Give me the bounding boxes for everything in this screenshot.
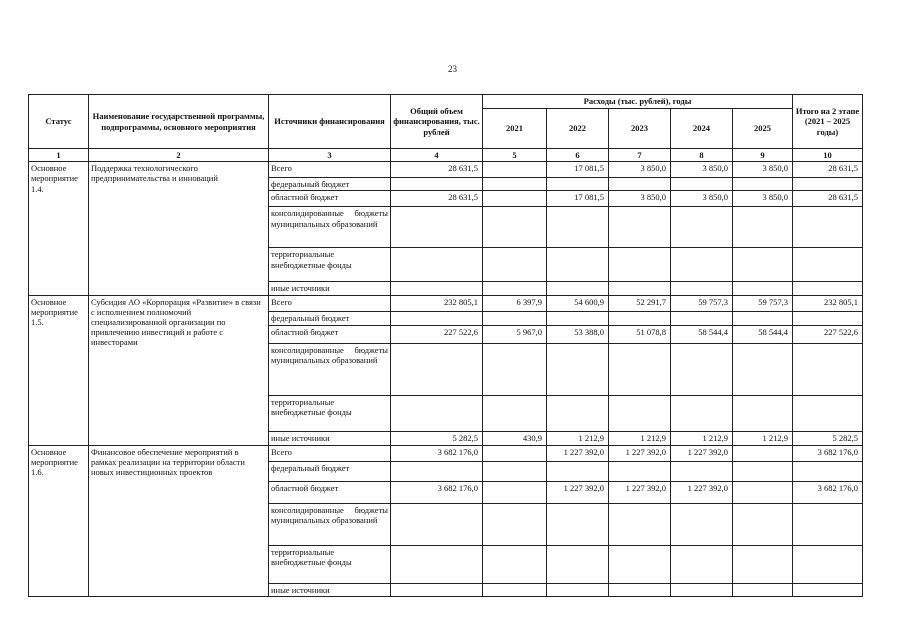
table-row [29,295,863,311]
year-amount: 1 212,9 [609,431,671,445]
year-amount: 51 078,8 [609,325,671,343]
year-amount [671,311,733,325]
year-amount: 52 291,7 [609,295,671,311]
funding-source: областной бюджет [269,481,391,503]
total-amount: 28 631,5 [391,191,483,207]
funding-source: территориальные внебюджетные фонды [269,248,391,282]
total-amount [391,343,483,395]
year-amount [547,461,609,481]
year-amount: 1 212,9 [733,431,793,445]
total-amount [391,395,483,431]
total-amount [391,207,483,248]
year-amount [547,207,609,248]
year-amount [609,248,671,282]
year-amount [547,545,609,583]
year-amount [733,583,793,596]
funding-source: иные источники [269,431,391,445]
header-year: 2023 [609,109,671,149]
total-amount [391,248,483,282]
year-amount [483,395,547,431]
total-amount [391,282,483,295]
year-amount [671,248,733,282]
year-amount: 1 227 392,0 [609,481,671,503]
funding-source: консолидированные бюджеты муниципальных образований [269,343,391,395]
year-amount [671,461,733,481]
funding-source: Всего [269,445,391,461]
measure-name: Поддержка технологического предпринимательства и инноваций [89,162,269,295]
year-amount: 54 600,9 [547,295,609,311]
stage-total-amount [793,503,863,545]
stage-total-amount [793,311,863,325]
page-number: 23 [448,64,457,74]
funding-source: иные источники [269,282,391,295]
column-number: 5 [483,149,547,162]
stage-total-amount: 3 682 176,0 [793,481,863,503]
header-stage-total: Итого на 2 этапе (2021 – 2025 годы) [793,95,863,149]
funding-source: территориальные внебюджетные фонды [269,545,391,583]
total-amount: 28 631,5 [391,162,483,178]
funding-source: Всего [269,162,391,178]
funding-source: федеральный бюджет [269,178,391,191]
total-amount [391,461,483,481]
column-number: 3 [269,149,391,162]
table-row [29,445,863,461]
year-amount [547,343,609,395]
year-amount: 58 544,4 [671,325,733,343]
year-amount [733,207,793,248]
table-row [29,162,863,178]
year-amount: 3 850,0 [733,162,793,178]
stage-total-amount: 5 282,5 [793,431,863,445]
year-amount [609,207,671,248]
year-amount: 430,9 [483,431,547,445]
stage-total-amount [793,343,863,395]
year-amount: 59 757,3 [671,295,733,311]
year-amount [483,445,547,461]
year-amount: 1 227 392,0 [671,481,733,503]
year-amount: 17 081,5 [547,191,609,207]
year-amount [671,178,733,191]
measure-status: Основное мероприятие 1.4. [29,162,89,295]
year-amount [733,481,793,503]
year-amount: 3 850,0 [609,191,671,207]
header-total: Общий объем финансирования, тыс. рублей [391,95,483,149]
column-number: 10 [793,149,863,162]
stage-total-amount [793,248,863,282]
measure-status: Основное мероприятие 1.6. [29,445,89,596]
year-amount [609,343,671,395]
year-amount: 6 397,9 [483,295,547,311]
column-number: 4 [391,149,483,162]
year-amount [547,395,609,431]
year-amount: 17 081,5 [547,162,609,178]
year-amount [483,481,547,503]
year-amount [483,343,547,395]
year-amount [609,545,671,583]
year-amount [733,461,793,481]
year-amount [547,311,609,325]
stage-total-amount: 28 631,5 [793,191,863,207]
funding-source: консолидированные бюджеты муниципальных образований [269,503,391,545]
year-amount [609,395,671,431]
total-amount: 3 682 176,0 [391,481,483,503]
year-amount [671,343,733,395]
year-amount: 1 227 392,0 [609,445,671,461]
year-amount [671,583,733,596]
year-amount [483,282,547,295]
header-year: 2024 [671,109,733,149]
year-amount [483,545,547,583]
year-amount [483,207,547,248]
year-amount [483,248,547,282]
measure-name: Финансовое обеспечение мероприятий в рамках реализации на территории области новых инвестиционных проектов [89,445,269,596]
funding-source: Всего [269,295,391,311]
year-amount [671,395,733,431]
year-amount [609,583,671,596]
stage-total-amount: 227 522,6 [793,325,863,343]
column-number: 7 [609,149,671,162]
column-number: 1 [29,149,89,162]
year-amount [547,248,609,282]
stage-total-amount [793,583,863,596]
year-amount: 3 850,0 [671,191,733,207]
year-amount [483,191,547,207]
year-amount [733,282,793,295]
year-amount [483,311,547,325]
year-amount [733,395,793,431]
year-amount: 3 850,0 [609,162,671,178]
year-amount [733,445,793,461]
stage-total-amount: 28 631,5 [793,162,863,178]
measure-status: Основное мероприятие 1.5. [29,295,89,445]
year-amount [609,503,671,545]
year-amount [609,461,671,481]
year-amount [547,583,609,596]
column-number: 8 [671,149,733,162]
year-amount: 3 850,0 [733,191,793,207]
year-amount: 1 227 392,0 [547,481,609,503]
header-year: 2021 [483,109,547,149]
stage-total-amount [793,395,863,431]
year-amount: 1 227 392,0 [671,445,733,461]
year-amount [609,311,671,325]
year-amount [733,311,793,325]
year-amount: 3 850,0 [671,162,733,178]
header-expenses: Расходы (тыс. рублей), годы [483,95,793,109]
funding-source: областной бюджет [269,325,391,343]
stage-total-amount [793,461,863,481]
stage-total-amount [793,282,863,295]
stage-total-amount: 3 682 176,0 [793,445,863,461]
funding-table [28,94,863,597]
year-amount [609,282,671,295]
year-amount: 58 544,4 [733,325,793,343]
year-amount [547,178,609,191]
column-number: 6 [547,149,609,162]
year-amount [547,282,609,295]
year-amount [609,178,671,191]
year-amount: 59 757,3 [733,295,793,311]
header-status: Статус [29,95,89,149]
year-amount: 53 388,0 [547,325,609,343]
funding-source: федеральный бюджет [269,311,391,325]
year-amount: 5 967,0 [483,325,547,343]
year-amount: 1 227 392,0 [547,445,609,461]
year-amount [483,461,547,481]
stage-total-amount [793,178,863,191]
column-number: 9 [733,149,793,162]
header-year: 2025 [733,109,793,149]
header-sources: Источники финансирования [269,95,391,149]
year-amount [483,162,547,178]
header-year: 2022 [547,109,609,149]
total-amount [391,583,483,596]
column-number: 2 [89,149,269,162]
year-amount [733,248,793,282]
year-amount [671,207,733,248]
total-amount [391,311,483,325]
year-amount [733,503,793,545]
funding-source: консолидированные бюджеты муниципальных образований [269,207,391,248]
year-amount: 1 212,9 [671,431,733,445]
year-amount [483,503,547,545]
stage-total-amount [793,545,863,583]
year-amount [547,503,609,545]
year-amount [733,343,793,395]
total-amount [391,178,483,191]
funding-source: иные источники [269,583,391,596]
stage-total-amount [793,207,863,248]
year-amount: 1 212,9 [547,431,609,445]
funding-source: федеральный бюджет [269,461,391,481]
total-amount [391,503,483,545]
total-amount: 3 682 176,0 [391,445,483,461]
year-amount [483,178,547,191]
funding-source: территориальные внебюджетные фонды [269,395,391,431]
year-amount [733,178,793,191]
year-amount [671,503,733,545]
year-amount [733,545,793,583]
year-amount [671,545,733,583]
year-amount [483,583,547,596]
stage-total-amount: 232 805,1 [793,295,863,311]
total-amount: 5 282,5 [391,431,483,445]
total-amount [391,545,483,583]
header-name: Наименование государственной программы, подпрограммы, основного мероприятия [89,95,269,149]
total-amount: 227 522,6 [391,325,483,343]
total-amount: 232 805,1 [391,295,483,311]
funding-source: областной бюджет [269,191,391,207]
measure-name: Субсидия АО «Корпорация «Развитие» в связи с исполнением полномочий специализированной организации по привлечению инвестиций и работе с инвесторами [89,295,269,445]
year-amount [671,282,733,295]
